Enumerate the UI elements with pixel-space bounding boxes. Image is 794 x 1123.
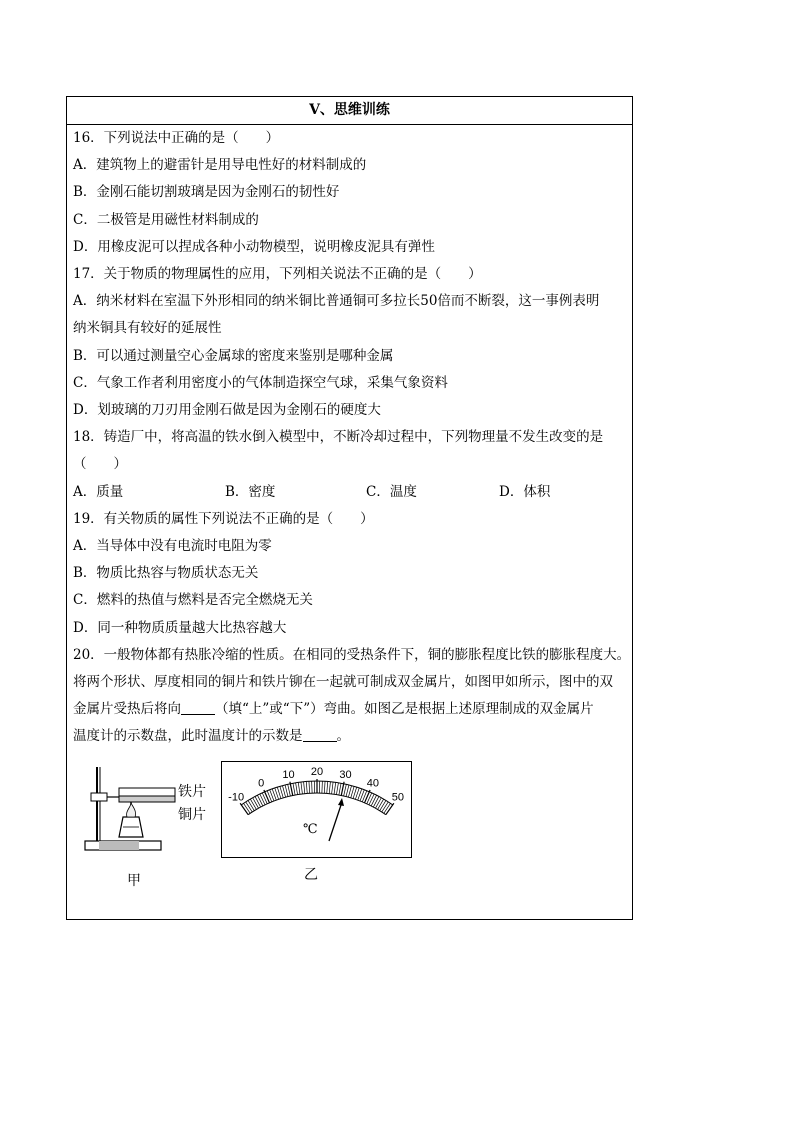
q16-option-c: C．二极管是用磁性材料制成的 xyxy=(73,211,259,228)
q20-line-3-end: （填“上”或“下”）弯曲。如图乙是根据上述原理制成的双金属片 xyxy=(215,701,594,718)
q20-line-3 xyxy=(73,696,626,723)
q16-option-b: B．金刚石能切割玻璃是因为金刚石的韧性好 xyxy=(73,184,340,201)
dial-unit: ℃ xyxy=(303,821,318,837)
q17-option-c: C．气象工作者利用密度小的气体制造探空气球，采集气象资料 xyxy=(73,374,448,391)
q20-line-1: 20．一般物体都有热胀冷缩的性质。在相同的受热条件下，铜的膨胀程度比铁的膨胀程度大。 xyxy=(73,646,631,663)
q16-option-d: D．用橡皮泥可以捏成各种小动物模型，说明橡皮泥具有弹性 xyxy=(73,238,435,255)
dial-number: 10 xyxy=(282,768,295,781)
thermometer-dial xyxy=(221,761,413,859)
q18-option-a: A．质量 xyxy=(73,483,124,500)
q16-option-a: A．建筑物上的避雷针是用导电性好的材料制成的 xyxy=(73,157,367,174)
q17-stem: 17．关于物质的物理属性的应用，下列相关说法不正确的是（ ） xyxy=(73,266,482,283)
q17-option-b: B．可以通过测量空心金属球的密度来鉴别是哪种金属 xyxy=(73,347,394,364)
q19-option-d: D．同一种物质质量越大比热容越大 xyxy=(73,619,287,636)
q20-line-4-start: 温度计的示数盘，此时温度计的示数是 xyxy=(73,728,303,745)
questions-body xyxy=(67,125,632,921)
dial-number: 0 xyxy=(258,777,265,790)
section-title: Ⅴ、思维训练 xyxy=(67,97,632,125)
q18-stem-cont: （ ） xyxy=(73,456,127,473)
q18-option-b: B．密度 xyxy=(225,483,276,500)
q18-options xyxy=(73,479,626,506)
exercise-sheet xyxy=(66,96,633,920)
q20-line-3-start: 金属片受热后将向 xyxy=(73,701,181,718)
q20-line-4 xyxy=(73,723,626,750)
label-copper-strip: 铜片 xyxy=(178,806,206,823)
figures-area xyxy=(73,751,626,921)
q18-option-c: C．温度 xyxy=(366,483,417,500)
dial-number: 20 xyxy=(310,765,324,778)
figure-jia xyxy=(79,761,219,891)
q19-option-c: C．燃料的热值与燃料是否完全燃烧无关 xyxy=(73,592,313,609)
q19-option-b: B．物质比热容与物质状态无关 xyxy=(73,565,259,582)
dial-number: -10 xyxy=(228,791,245,804)
figure-jia-caption: 甲 xyxy=(127,872,141,889)
dial-number: 30 xyxy=(339,768,352,781)
q18-option-d: D．体积 xyxy=(499,483,551,500)
label-iron-strip: 铁片 xyxy=(178,783,206,800)
q20-line-2: 将两个形状、厚度相同的铜片和铁片铆在一起就可制成双金属片，如图甲如所示，图中的双 xyxy=(73,674,613,691)
q16-stem: 16．下列说法中正确的是（ ） xyxy=(73,130,280,146)
q17-option-d: D．划玻璃的刀刃用金刚石做是因为金刚石的硬度大 xyxy=(73,402,381,419)
q19-option-a: A．当导体中没有电流时电阻为零 xyxy=(73,538,272,555)
dial-number: 50 xyxy=(391,791,404,804)
figure-yi xyxy=(221,761,413,889)
dial-number: 40 xyxy=(366,777,379,790)
answer-blank-1 xyxy=(181,700,215,715)
q18-stem: 18．铸造厂中，将高温的铁水倒入模型中，不断冷却过程中，下列物理量不发生改变的是 xyxy=(73,429,604,446)
answer-blank-2 xyxy=(303,727,337,742)
q20-line-4-end: 。 xyxy=(336,728,350,745)
q17-option-a: A．纳米材料在室温下外形相同的纳米铜比普通铜可多拉长50倍而不断裂，这一事例表明 xyxy=(73,293,600,310)
q19-stem: 19．有关物质的属性下列说法不正确的是（ ） xyxy=(73,510,374,527)
q17-option-a-cont: 纳米铜具有较好的延展性 xyxy=(73,320,222,337)
figure-yi-caption: 乙 xyxy=(304,866,318,883)
